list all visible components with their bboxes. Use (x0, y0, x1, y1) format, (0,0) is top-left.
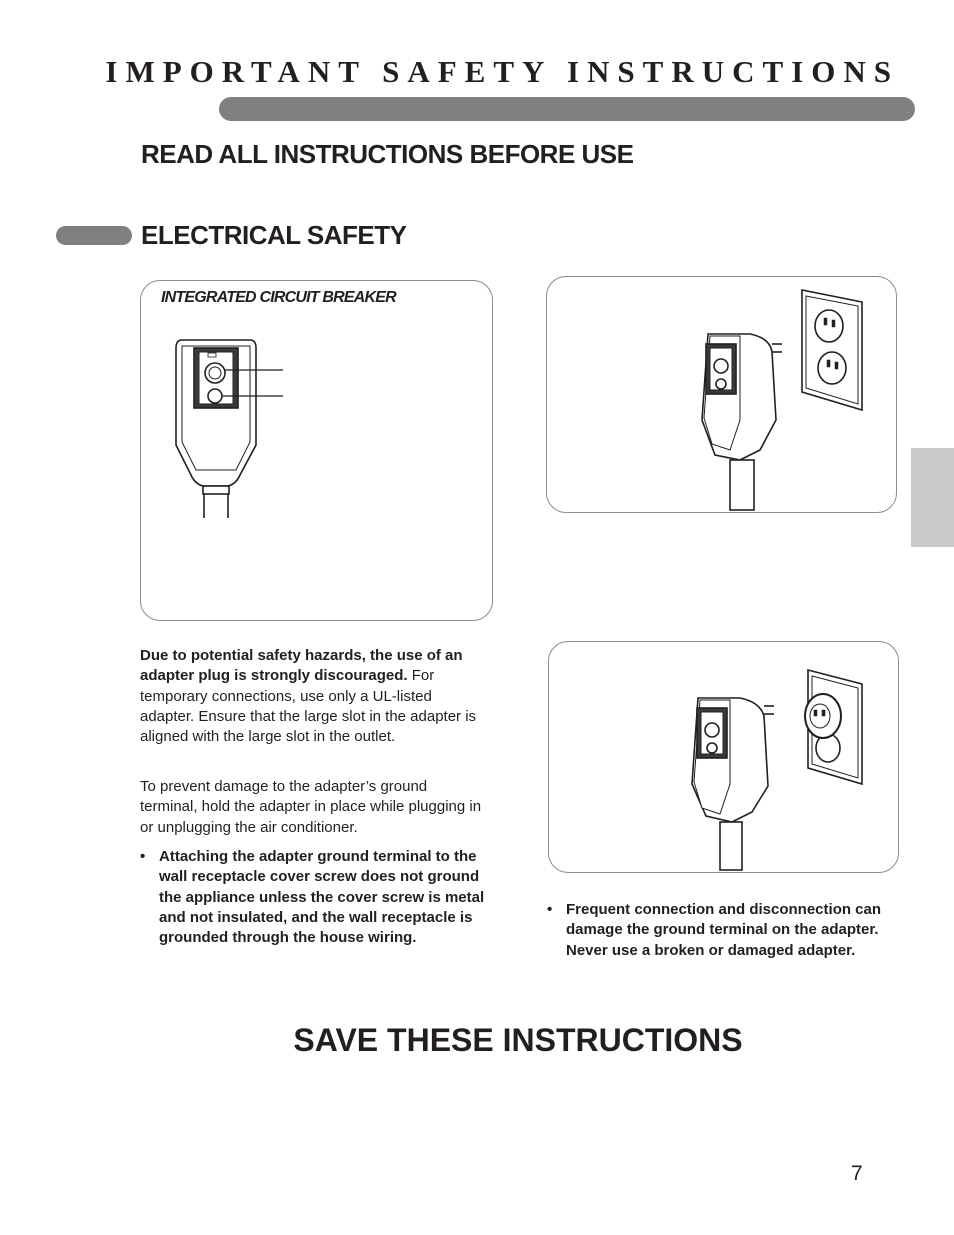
ground-terminal-paragraph: To prevent damage to the adapter’s ground terminal, hold the adapter in place while plugging in or unplugging the air conditioner. (140, 778, 482, 836)
bullet-text: Frequent connection and disconnection can damage the ground terminal on the adapter. Never use a broken or damaged adapter. (566, 901, 882, 959)
page-header-title: IMPORTANT SAFETY INSTRUCTIONS (105, 54, 899, 89)
adapter-warning-rest: For temporary connections, use only a UL-listed adapter. Ensure that the large slot in the adapter is aligned with the large slot in the outlet. (140, 667, 477, 746)
bullet-text: Attaching the adapter ground terminal to the wall receptacle cover screw does not ground the appliance unless the cover screw is metal and not insulated, and the wall receptacle is grounded through the house wiring. (159, 848, 485, 947)
bullet-item-grounding (140, 847, 490, 972)
adapter-warning-bold: Due to potential safety hazards, the use of an adapter plug is strongly discouraged. (140, 647, 463, 685)
heading-electrical-safety: ELECTRICAL SAFETY (141, 220, 407, 250)
adapter-warning-paragraph (140, 646, 485, 747)
page-number: 7 (851, 1162, 863, 1185)
bullet-symbol: • (140, 848, 146, 865)
breaker-figure-label: INTEGRATED CIRCUIT BREAKER (161, 289, 396, 306)
save-instructions-heading: SAVE THESE INSTRUCTIONS (293, 1022, 743, 1058)
bullet-item-connection (547, 900, 892, 985)
bullet-symbol: • (547, 901, 553, 918)
heading-read-all: READ ALL INSTRUCTIONS BEFORE USE (141, 139, 634, 169)
